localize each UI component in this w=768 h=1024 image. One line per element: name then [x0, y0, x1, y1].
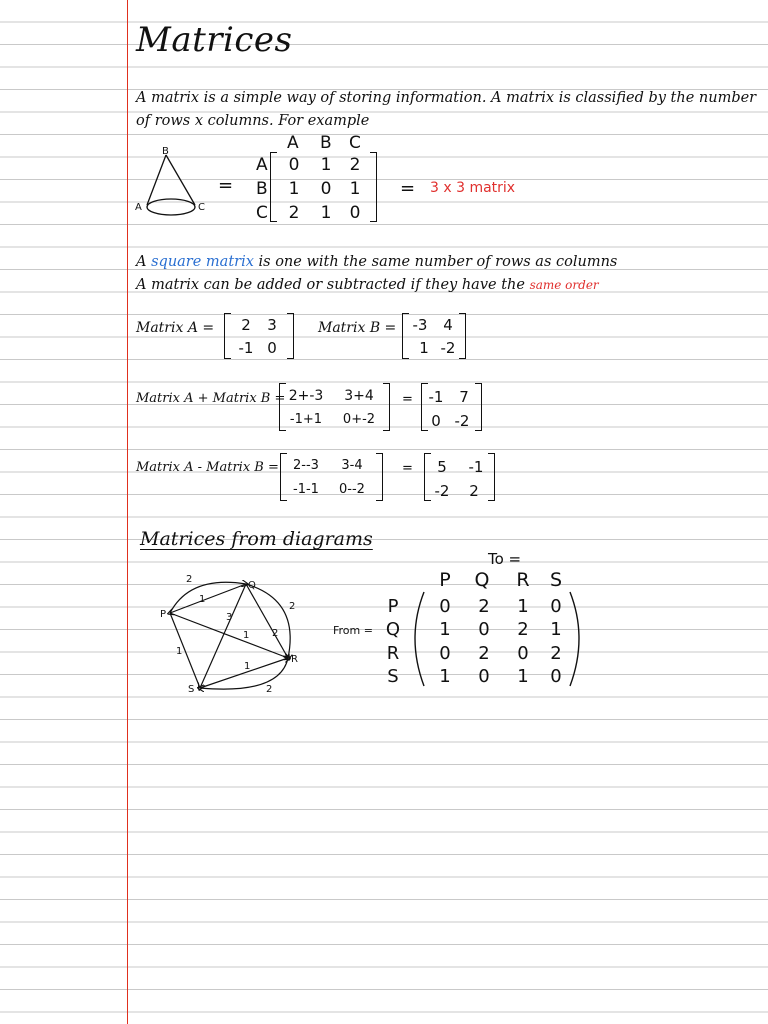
matrix-a-left-bracket	[224, 313, 231, 359]
intro-line-1: A matrix is a simple way of storing information. A matrix is classified by the number	[136, 90, 757, 106]
diff-result-cell: -1	[468, 458, 484, 476]
square-matrix-definition	[136, 254, 617, 270]
diff-result-cell: 5	[437, 458, 447, 476]
matrix-b-cell: -3	[412, 316, 428, 334]
sum-result-cell: 0	[431, 412, 441, 430]
adj-cell: 1	[439, 619, 451, 640]
adj-cell: 1	[517, 596, 529, 617]
adj-col-header: Q	[474, 569, 490, 591]
example-row-header: B	[256, 179, 268, 199]
margin-line	[127, 0, 128, 1024]
diff-result-cell: 2	[469, 482, 479, 500]
adj-cell: 2	[550, 643, 562, 664]
adj-cell: 2	[478, 596, 490, 617]
matrix-a-right-bracket	[287, 313, 294, 359]
sum-expr-cell: -1+1	[289, 412, 323, 427]
matrix-b-right-bracket	[459, 313, 466, 359]
edge-label: 3	[226, 612, 233, 623]
adj-col-header: P	[439, 569, 451, 591]
sum-equals: =	[402, 392, 413, 407]
diff-result-cell: -2	[434, 482, 450, 500]
intro-line-2: of rows x columns. For example	[136, 113, 370, 129]
example-cell: 1	[288, 179, 300, 199]
example-right-bracket	[370, 152, 377, 222]
example-cell: 1	[320, 203, 332, 223]
network-diagram	[150, 570, 320, 700]
to-label: To =	[488, 550, 522, 568]
diagrams-heading: Matrices from diagrams	[140, 528, 373, 550]
diff-expr-cell: 3-4	[341, 458, 363, 473]
edge-label: 1	[243, 630, 250, 641]
diff-expr-cell: 2--3	[293, 458, 319, 473]
result-equals: =	[400, 178, 416, 199]
example-cell: 1	[349, 179, 361, 199]
sum-result-right-bracket	[475, 383, 482, 431]
adj-row-header: R	[386, 643, 400, 664]
node-p-label: P	[160, 609, 167, 620]
cone-drawing	[140, 150, 210, 225]
example-row-header: C	[256, 203, 268, 223]
cone-right-label: C	[198, 202, 205, 213]
edge-label: 2	[186, 574, 193, 585]
square-prefix: A	[136, 254, 152, 270]
example-row-header: A	[256, 155, 268, 175]
diff-label: Matrix A - Matrix B =	[136, 460, 279, 475]
adj-col-header: S	[549, 569, 563, 591]
matrix-b-cell: 1	[419, 339, 429, 357]
square-rest: is one with the same number of rows as columns	[253, 254, 618, 270]
diff-expr-cell: -1-1	[293, 482, 319, 497]
same-order-highlight: same order	[529, 278, 599, 292]
matrix-b-label: Matrix B =	[318, 320, 397, 336]
matrix-a-cell: -1	[238, 339, 254, 357]
adj-row-header: S	[387, 666, 399, 687]
example-cell: 0	[320, 179, 332, 199]
adj-cell: 0	[517, 643, 529, 664]
node-q-label: Q	[248, 580, 256, 591]
square-matrix-term: square matrix	[151, 254, 254, 270]
matrix-a-cell: 3	[267, 316, 277, 334]
adj-col-header: R	[516, 569, 530, 591]
sum-expr-cell: 0+-2	[342, 412, 376, 427]
edge-label: 2	[272, 628, 279, 639]
diff-expr-cell: 0--2	[339, 482, 365, 497]
example-cell: 0	[288, 155, 300, 175]
adj-cell: 0	[439, 596, 451, 617]
diff-equals: =	[402, 461, 413, 476]
edge-label: 2	[289, 601, 296, 612]
sum-expr-right-bracket	[383, 383, 390, 431]
sum-expr-cell: 2+-3	[288, 388, 324, 404]
node-r-label: R	[291, 654, 298, 665]
diff-result-right-bracket	[488, 453, 495, 501]
sum-label: Matrix A + Matrix B =	[136, 391, 286, 406]
from-label: From =	[333, 624, 373, 637]
adj-row-header: Q	[385, 619, 401, 640]
adj-cell: 0	[439, 643, 451, 664]
matrix-b-cell: -2	[440, 339, 456, 357]
addsub-text: A matrix can be added or subtracted if they have the	[136, 277, 530, 293]
adj-cell: 1	[550, 619, 562, 640]
result-3x3-matrix: 3 x 3 matrix	[430, 180, 516, 196]
matrix-a-cell: 2	[241, 316, 251, 334]
node-s-label: S	[188, 684, 195, 695]
cone-apex-label: B	[162, 146, 169, 157]
example-cell: 1	[320, 155, 332, 175]
adj-cell: 2	[478, 643, 490, 664]
example-col-header: B	[320, 133, 332, 153]
example-cell: 2	[288, 203, 300, 223]
example-col-header: C	[349, 133, 361, 153]
example-cell: 2	[349, 155, 361, 175]
sum-result-cell: -1	[428, 388, 444, 406]
edge-label: 2	[266, 684, 273, 695]
example-left-bracket	[270, 152, 277, 222]
edge-label: 1	[199, 594, 206, 605]
adj-cell: 0	[478, 666, 490, 687]
sum-result-cell: -2	[454, 412, 470, 430]
page-title: Matrices	[136, 20, 293, 60]
adj-cell: 1	[439, 666, 451, 687]
addsub-rule	[136, 277, 599, 293]
adj-row-header: P	[387, 596, 399, 617]
adj-cell: 0	[550, 596, 562, 617]
example-equals: =	[218, 175, 234, 196]
matrix-a-label: Matrix A =	[136, 320, 215, 336]
edge-label: 1	[176, 646, 183, 657]
example-col-header: A	[287, 133, 299, 153]
example-cell: 0	[349, 203, 361, 223]
adj-cell: 1	[517, 666, 529, 687]
cone-left-label: A	[135, 202, 142, 213]
sum-expr-cell: 3+4	[344, 388, 374, 404]
sum-result-cell: 7	[459, 388, 469, 406]
adj-cell: 0	[478, 619, 490, 640]
matrix-b-cell: 4	[443, 316, 453, 334]
diff-expr-right-bracket	[376, 453, 383, 501]
adj-cell: 0	[550, 666, 562, 687]
matrix-a-cell: 0	[267, 339, 277, 357]
edge-label: 1	[244, 661, 251, 672]
adj-cell: 2	[517, 619, 529, 640]
